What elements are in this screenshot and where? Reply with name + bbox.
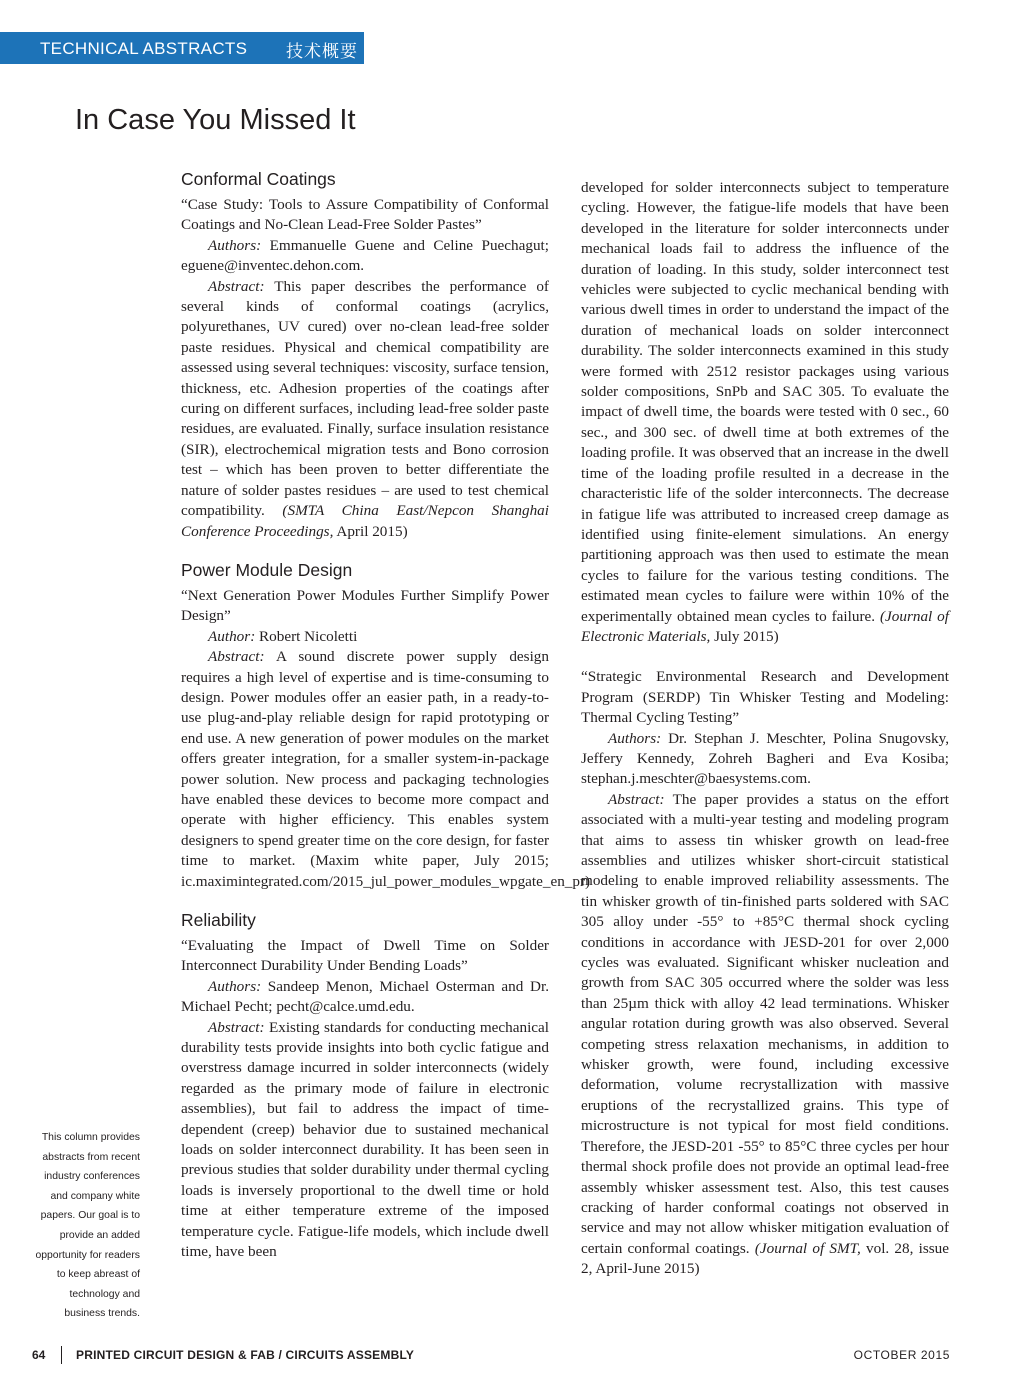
abstract-label: Abstract: <box>208 277 265 295</box>
publication-name: PRINTED CIRCUIT DESIGN & FAB / CIRCUITS ASSEMBLY <box>76 1348 415 1362</box>
reliability-title: “Evaluating the Impact of Dwell Time on Solder Interconnect Durability Under Bending Loads” <box>181 937 549 975</box>
reliability-abstract <box>181 1018 549 1263</box>
authors-label: Authors: <box>208 236 262 254</box>
abstract-text: developed for solder interconnects subject to temperature cycling. However, the fatigue-life models that have been developed in the literature for solder interconnects under mechanical loads fail to address the influence of the duration of loading. In this study, solder interconnect test vehicles were subjected to cyclic mechanical bending with various dwell times in order to understand the impact of the duration of mechanical loads on solder interconnect durability. The solder interconnects examined in this study were formed with 2512 resistor packages using various solder compositions, SnPb and SAC 305. To evaluate the impact of dwell time, the boards were tested with 0 sec., 60 sec., and 300 sec. of dwell time at both extremes of the loading profile. It was observed that an increase in the dwell time of the loading profile resulted in a decrease in the characteristic life of the solder interconnects. The decrease in fatigue life was attributed to increased creep damage as identified using finite-element simulations. An energy partitioning approach was then used to estimate the mean cycles to failure for the various testing conditions. The estimated mean cycles to failure were within 10% of the experimentally obtained mean cycles to failure. <box>581 179 949 625</box>
issue-date: OCTOBER 2015 <box>853 1348 950 1362</box>
section-label: TECHNICAL ABSTRACTS <box>40 39 248 58</box>
power-heading: Power Module Design <box>181 559 353 580</box>
abstract-label: Abstract: <box>208 1018 265 1036</box>
abstract-text: The paper provides a status on the effort associated with a multi-year testing and modeling program that aims to assess tin whisker growth on lead-free assemblies and utilizes whisker short-circuit statistical modeling to enable improved reliability assessments. The tin whisker growth of tin-finished parts soldered with SAC 305 alloy under -55° to +85°C thermal shock cycling conditions in accordance with JESD-201 for over 2,000 cycles was evaluated. Significant whisker nucleation and growth from SAC 305 occurred where the solder was less than 25µm thick with alloy 42 lead terminations. Whisker angular rotation during growth was also observed. Several competing stress relaxation mechanisms, in addition to whisker growth, were found, including excessive deformation, volume recrystallization with massive eruptions of the recrystallized grains. This type of microstructure is not typical for most field conditions. Therefore, the JESD-201 -55° to 85°C three cycles per hour thermal shock profile does not provide an optimal lead-free assembly whisker assessment test. Also, this test causes cracking of harder conformal coatings not observed in service and may not allow whisker mitigation evaluation of certain conformal coatings. <box>581 790 949 1257</box>
serdp-authors <box>581 729 949 790</box>
power-title: “Next Generation Power Modules Further Simplify Power Design” <box>181 586 549 625</box>
abstract-label: Abstract: <box>608 790 665 808</box>
conformal-title: “Case Study: Tools to Assure Compatibility of Conformal Coatings and No-Clean Lead-Free Solder Pastes” <box>181 196 549 234</box>
reliability-source-date: July 2015) <box>714 627 779 645</box>
reliability-authors <box>181 977 549 1018</box>
section-banner <box>0 32 364 64</box>
abstract-text: Existing standards for conducting mechanical durability tests provide insights into both cyclic fatigue and overstress damage incurred in solder interconnects (widely regarded as the primary mode of failure in electronic assemblies), but fail to address the impact of time-dependent (creep) behavior due to sustained mechanical loads on solder interconnect durability. It has been seen in previous studies that solder durability under thermal cycling loads is inversely proportional to the dwell time or hold time at either temperature extreme of the imposed temperature cycle. Fatigue-life models, which include dwell time, have been <box>181 1018 550 1261</box>
conformal-authors <box>181 236 549 277</box>
conformal-source-date: April 2015) <box>336 522 408 540</box>
serdp-source-rest: vol. 28, issue 2, April-June 2015) <box>581 1239 950 1278</box>
conformal-abstract <box>181 277 549 542</box>
conformal-source: (SMTA China East/Nepcon Shanghai Conference Proceedings, <box>181 502 549 540</box>
footer-divider <box>61 1346 62 1364</box>
section-label-zh: 技术概要 <box>286 42 358 61</box>
right-column <box>581 178 949 1280</box>
authors-text: Sandeep Menon, Michael Osterman and Dr. Michael Pecht; pecht@calce.umd.edu. <box>181 977 549 1016</box>
conformal-heading: Conformal Coatings <box>181 169 336 189</box>
reliability-abstract-continued <box>581 178 949 647</box>
authors-text: Dr. Stephan J. Meschter, Polina Snugovsky, Jeffery Kennedy, Zohreh Bagheri and Eva Kosiba; stephan.j.meschter@baesystems.com. <box>581 729 949 788</box>
serdp-title: “Strategic Environmental Research and Development Program (SERDP) Tin Whisker Testing and Modeling: Thermal Cycling Testing” <box>581 668 949 727</box>
power-abstract <box>181 647 591 892</box>
author-text: Robert Nicoletti <box>259 627 358 645</box>
authors-label: Authors: <box>608 729 662 747</box>
page-title: In Case You Missed It <box>75 104 356 136</box>
authors-label: Authors: <box>208 977 262 995</box>
abstract-label: Abstract: <box>208 648 265 666</box>
author-label: Author: <box>208 627 256 645</box>
left-column <box>181 168 591 1263</box>
authors-text: Emmanuelle Guene and Celine Puechagut; eguene@inventec.dehon.com. <box>181 236 550 275</box>
page-footer <box>0 1346 1024 1366</box>
abstract-text: A sound discrete power supply design requires a high level of expertise and is time-consuming to design. Power modules offer an easier path, in a ready-to-use plug-and-play reliable design for rapid prototyping or end use. A new generation of power modules on the market offers greater integration, for a smaller system-in-package power solution. New process and packaging technologies have enabled these devices to become more compact and operate with higher efficiency. This enables system designers to spend greater time on the core design, for faster time to market. (Maxim white paper, July 2015; ic.maximintegrated.com/2015_jul_power_modules_wpgate_en_pr) <box>181 648 591 890</box>
power-author <box>181 627 549 647</box>
reliability-source: (Journal of Electronic Materials, <box>581 607 950 645</box>
serdp-source: (Journal of SMT, <box>754 1239 861 1257</box>
abstract-text: This paper describes the performance of several kinds of conformal coatings (acrylics, polyurethanes, UV cured) over no-clean lead-free solder paste residues. Physical and chemical compatibility are assessed using several techniques: viscosity, surface tension, thickness, etc. Adhesion properties of the coatings after curing on different surfaces, including lead-free solder paste residues, are evaluated. Finally, surface insulation resistance (SIR), electrochemical migration tests and Bono corrosion test – which has been proven to better differentiate the nature of solder pastes residues – are used to test chemical compatibility. <box>181 277 549 520</box>
page-number: 64 <box>32 1348 46 1362</box>
serdp-abstract <box>581 790 949 1280</box>
reliability-heading: Reliability <box>181 910 256 930</box>
column-sidenote: This column provides abstracts from recent industry conferences and company white papers. Our goal is to provide an added opportunity for readers to keep abreast of technology and business trends. <box>35 1132 140 1320</box>
